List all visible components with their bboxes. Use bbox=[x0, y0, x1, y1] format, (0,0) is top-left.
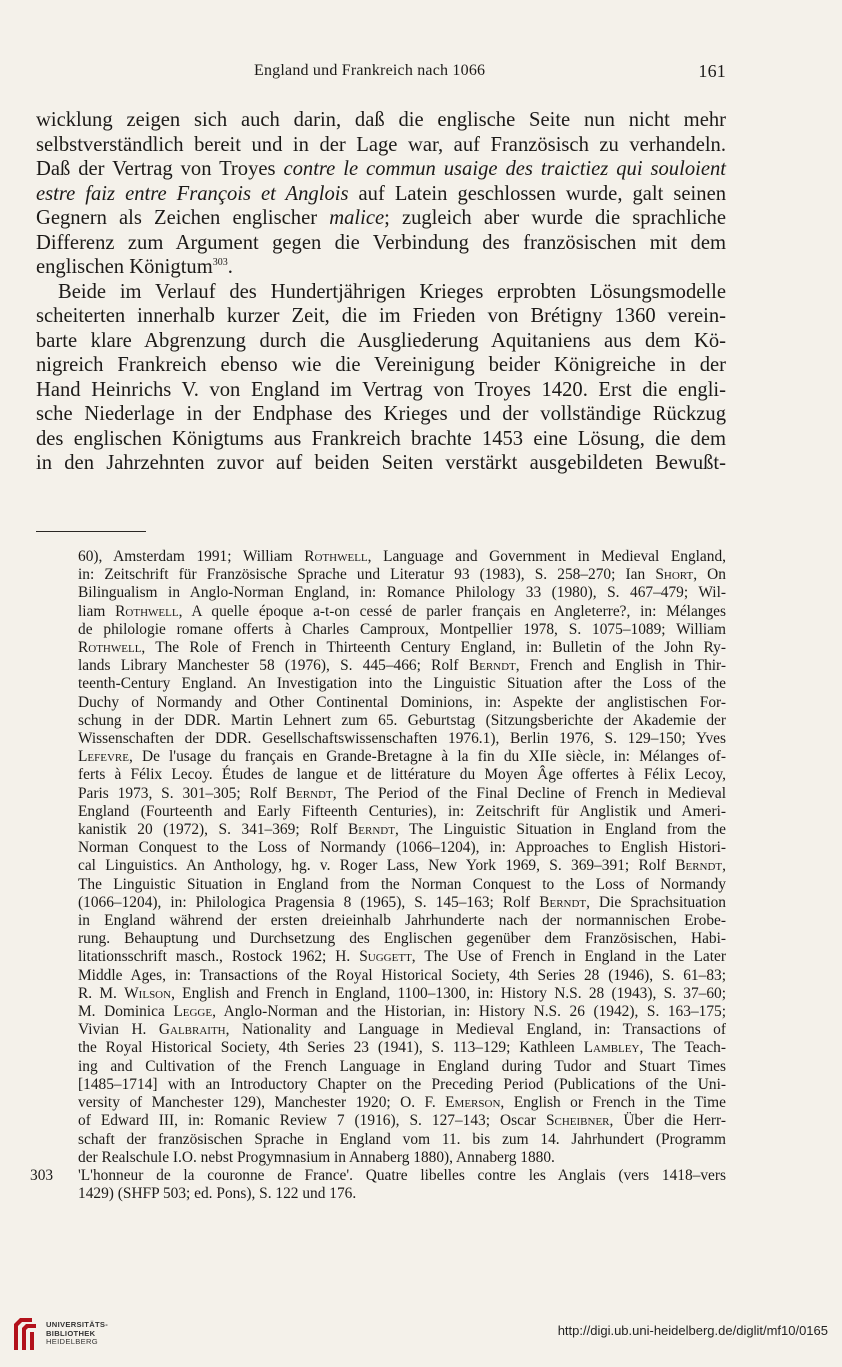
footnote-line: lands Library Manchester 58 (1976), S. 445–466; Rolf Berndt, French and English in Thir- bbox=[78, 657, 726, 675]
footnote-line: Bilingualism in Anglo-Norman England, in: Romance Philology 33 (1980), S. 467–479; Wil- bbox=[78, 584, 726, 602]
footnote-line: ing and Cultivation of the French Language in England during Tudor and Stuart Times bbox=[78, 1057, 726, 1075]
text-line: des englischen Königtums aus Frankreich brachte 1453 eine Lösung, die dem bbox=[36, 427, 726, 450]
library-logo-icon bbox=[10, 1316, 40, 1352]
footnote-line: The Linguistic Situation in England from the Norman Conquest to the Loss of Normandy bbox=[78, 875, 726, 893]
page-number: 161 bbox=[698, 61, 726, 81]
malice-italic: malice bbox=[329, 207, 385, 229]
text-line: wicklung zeigen sich auch darin, daß die englische Seite nun nicht mehr bbox=[36, 109, 726, 131]
footnote-line: teenth-Century England. An Investigation into the Linguistic Situation after the Loss of the bbox=[78, 675, 726, 693]
paragraph-2 bbox=[36, 280, 726, 476]
footnote-line: Lefevre, De l'usage du français en Grande-Bretagne à la fin du XIIe siècle, in: Mélanges of- bbox=[78, 748, 726, 766]
footnote-line: of Edward III, in: Romanic Review 7 (1916), S. 127–143; Oscar Scheibner, Über die Herr- bbox=[78, 1112, 726, 1130]
text-line: Differenz zum Argument gegen die Verbindung des französischen mit dem bbox=[36, 231, 726, 254]
text-line bbox=[36, 182, 726, 207]
footnote-line: the Royal Historical Society, 4th Series 23 (1941), S. 113–129; Kathleen Lambley, The Teach- bbox=[78, 1039, 726, 1057]
logo-line-1: UNIVERSITÄTS- bbox=[46, 1320, 109, 1329]
footnote-line: der Realschule I.O. nebst Progymnasium in Annaberg 1880), Annaberg 1880. bbox=[78, 1148, 555, 1166]
footnote-line: rung. Behauptung und Durchsetzung des Englischen gegenüber dem Französischen, Habi- bbox=[78, 930, 726, 948]
footnote-line: 1429) (SHFP 503; ed. Pons), S. 122 und 176. bbox=[78, 1185, 357, 1203]
footnotes bbox=[30, 548, 727, 1203]
paragraph-1 bbox=[36, 108, 726, 280]
footnote-line: Middle Ages, in: Transactions of the Royal Historical Society, 4th Series 28 (1946), S. 61–83; bbox=[78, 966, 726, 984]
library-logo-text bbox=[46, 1321, 108, 1347]
library-logo[interactable] bbox=[10, 1316, 130, 1356]
source-url-link[interactable]: http://digi.ub.uni-heidelberg.de/diglit/mf10/0165 bbox=[557, 1323, 828, 1338]
logo-line-2: BIBLIOTHEK bbox=[46, 1328, 96, 1338]
running-title: England und Frankreich nach 1066 bbox=[254, 62, 486, 79]
footnote-line: Norman Conquest to the Loss of Normandy (1066–1204), in: Approaches to English Histori- bbox=[78, 839, 726, 857]
text-line: Hand Heinrichs V. von England im Vertrag von Troyes 1420. Erst die engli- bbox=[36, 378, 726, 401]
footnote-line: ferts à Félix Lecoy. Études de langue et de littérature du Moyen Âge offertes à Félix Lecoy, bbox=[78, 766, 726, 784]
french-quote-italic: estre faiz entre François et Anglois bbox=[36, 182, 349, 205]
main-text bbox=[36, 108, 726, 476]
text-line: barte klare Abgrenzung durch die Ausgliederung Aquitaniens aus dem Kö- bbox=[36, 329, 726, 352]
footnote-line: litationsschrift masch., Rostock 1962; H. Suggett, The Use of French in England in the Later bbox=[78, 948, 726, 966]
footnote-line: in: Zeitschrift für Französische Sprache und Literatur 93 (1983), S. 258–270; Ian Short, On bbox=[78, 566, 726, 584]
text-line: nigreich Frankreich ebenso wie die Vereinigung beider Königreiche in der bbox=[36, 354, 726, 376]
logo-line-3: HEIDELBERG bbox=[46, 1337, 98, 1347]
digitization-footer bbox=[0, 1312, 842, 1367]
text-line: selbstverständlich bereit und in der Lage war, auf Französisch zu verhandeln. bbox=[36, 133, 726, 156]
text-line bbox=[36, 206, 726, 231]
footnote-line: Rothwell, The Role of French in Thirteenth Century England, in: Bulletin of the John Ry- bbox=[78, 639, 726, 657]
footnote-line: schaft der französischen Sprache in England vom 11. bis zum 14. Jahrhundert (Programm bbox=[78, 1130, 726, 1148]
footnote-line: kanistik 20 (1972), S. 341–369; Rolf Berndt, The Linguistic Situation in England from the bbox=[78, 821, 726, 839]
footnote-line: R. M. Wilson, English and French in England, 1100–1300, in: History N.S. 28 (1943), S. 37–60; bbox=[78, 984, 727, 1002]
text-line bbox=[36, 157, 726, 182]
text-line bbox=[36, 255, 726, 280]
footnote-line: schung in der DDR. Martin Lehnert zum 65. Geburtstag (Sitzungsberichte der Akademie der bbox=[78, 711, 726, 729]
footnote-302-continuation bbox=[36, 548, 726, 1167]
text-run: Gegnern als Zeichen englischer bbox=[36, 207, 330, 229]
footnote-line: liam Rothwell, A quelle époque a-t-on cessé de parler français en Angleterre?, in: Mélanges bbox=[78, 602, 726, 620]
footnote-divider bbox=[36, 531, 146, 532]
footnote-line: England (Fourteenth and Early Fifteenth Centuries), in: Zeitschrift für Anglistik und Ameri- bbox=[78, 802, 726, 820]
text-line: in den Jahrzehnten zuvor auf beiden Seiten verstärkt ausgebildeten Bewußt- bbox=[36, 452, 726, 474]
text-run: auf Latein geschlossen wurde, galt seinen bbox=[348, 182, 727, 205]
text-run: englischen Königtum bbox=[36, 256, 213, 278]
footnote-line: Wissenschaften der DDR. Gesellschaftswissenschaften 1976.1), Berlin 1976, S. 129–150; Yves bbox=[78, 730, 726, 748]
footnote-line: Paris 1973, S. 301–305; Rolf Berndt, The Period of the Final Decline of French in Medieval bbox=[78, 784, 726, 802]
footnote-line: 'L'honneur de la couronne de France'. Quatre libelles contre les Anglais (vers 1418–vers bbox=[78, 1166, 726, 1184]
text-line: Beide im Verlauf des Hundertjährigen Krieges erprobten Lösungsmodelle bbox=[58, 280, 726, 303]
french-quote-italic: contre le commun usaige des traictiez qui souloient bbox=[283, 158, 726, 180]
footnote-number: 303 bbox=[30, 1166, 54, 1184]
footnote-line: in England während der ersten dreieinhalb Jahrhunderte nach der normannischen Erobe- bbox=[78, 912, 726, 930]
text-line: sche Niederlage in der Endphase des Krieges und der vollständige Rückzug bbox=[36, 403, 726, 425]
footnote-line: Vivian H. Galbraith, Nationality and Language in Medieval England, in: Transactions of bbox=[78, 1021, 727, 1039]
text-run: ; zugleich aber wurde die sprachliche bbox=[384, 207, 726, 229]
footnote-line: de philologie romane offerts à Charles Camproux, Montpellier 1978, S. 1075–1089; William bbox=[78, 620, 726, 638]
footnote-line: (1066–1204), in: Philologica Pragensia 8 (1965), S. 145–163; Rolf Berndt, Die Sprachsituation bbox=[78, 893, 726, 911]
footnote-line: cal Linguistics. An Anthology, hg. v. Roger Lass, New York 1969, S. 369–391; Rolf Berndt, bbox=[78, 857, 726, 875]
footnote-ref-303[interactable]: 303 bbox=[212, 257, 228, 268]
footnote-line: 60), Amsterdam 1991; William Rothwell, Language and Government in Medieval England, bbox=[78, 548, 726, 565]
text-run: . bbox=[227, 256, 233, 278]
text-run: Daß der Vertrag von Troyes bbox=[36, 158, 284, 180]
text-line: scheiterten innerhalb kurzer Zeit, die im Frieden von Brétigny 1360 verein- bbox=[36, 305, 726, 327]
footnote-line: versity of Manchester 129), Manchester 1920; O. F. Emerson, English or French in the Time bbox=[78, 1094, 726, 1112]
footnote-line: [1485–1714] with an Introductory Chapter on the Preceding Period (Publications of the Uni- bbox=[78, 1075, 726, 1093]
footnote-303 bbox=[30, 1166, 726, 1203]
footnote-line: M. Dominica Legge, Anglo-Norman and the Historian, in: History N.S. 26 (1942), S. 163–175; bbox=[78, 1003, 726, 1021]
footnote-line: Duchy of Normandy and Other Continental Dominions, in: Aspekte der anglistischen For- bbox=[78, 693, 726, 711]
